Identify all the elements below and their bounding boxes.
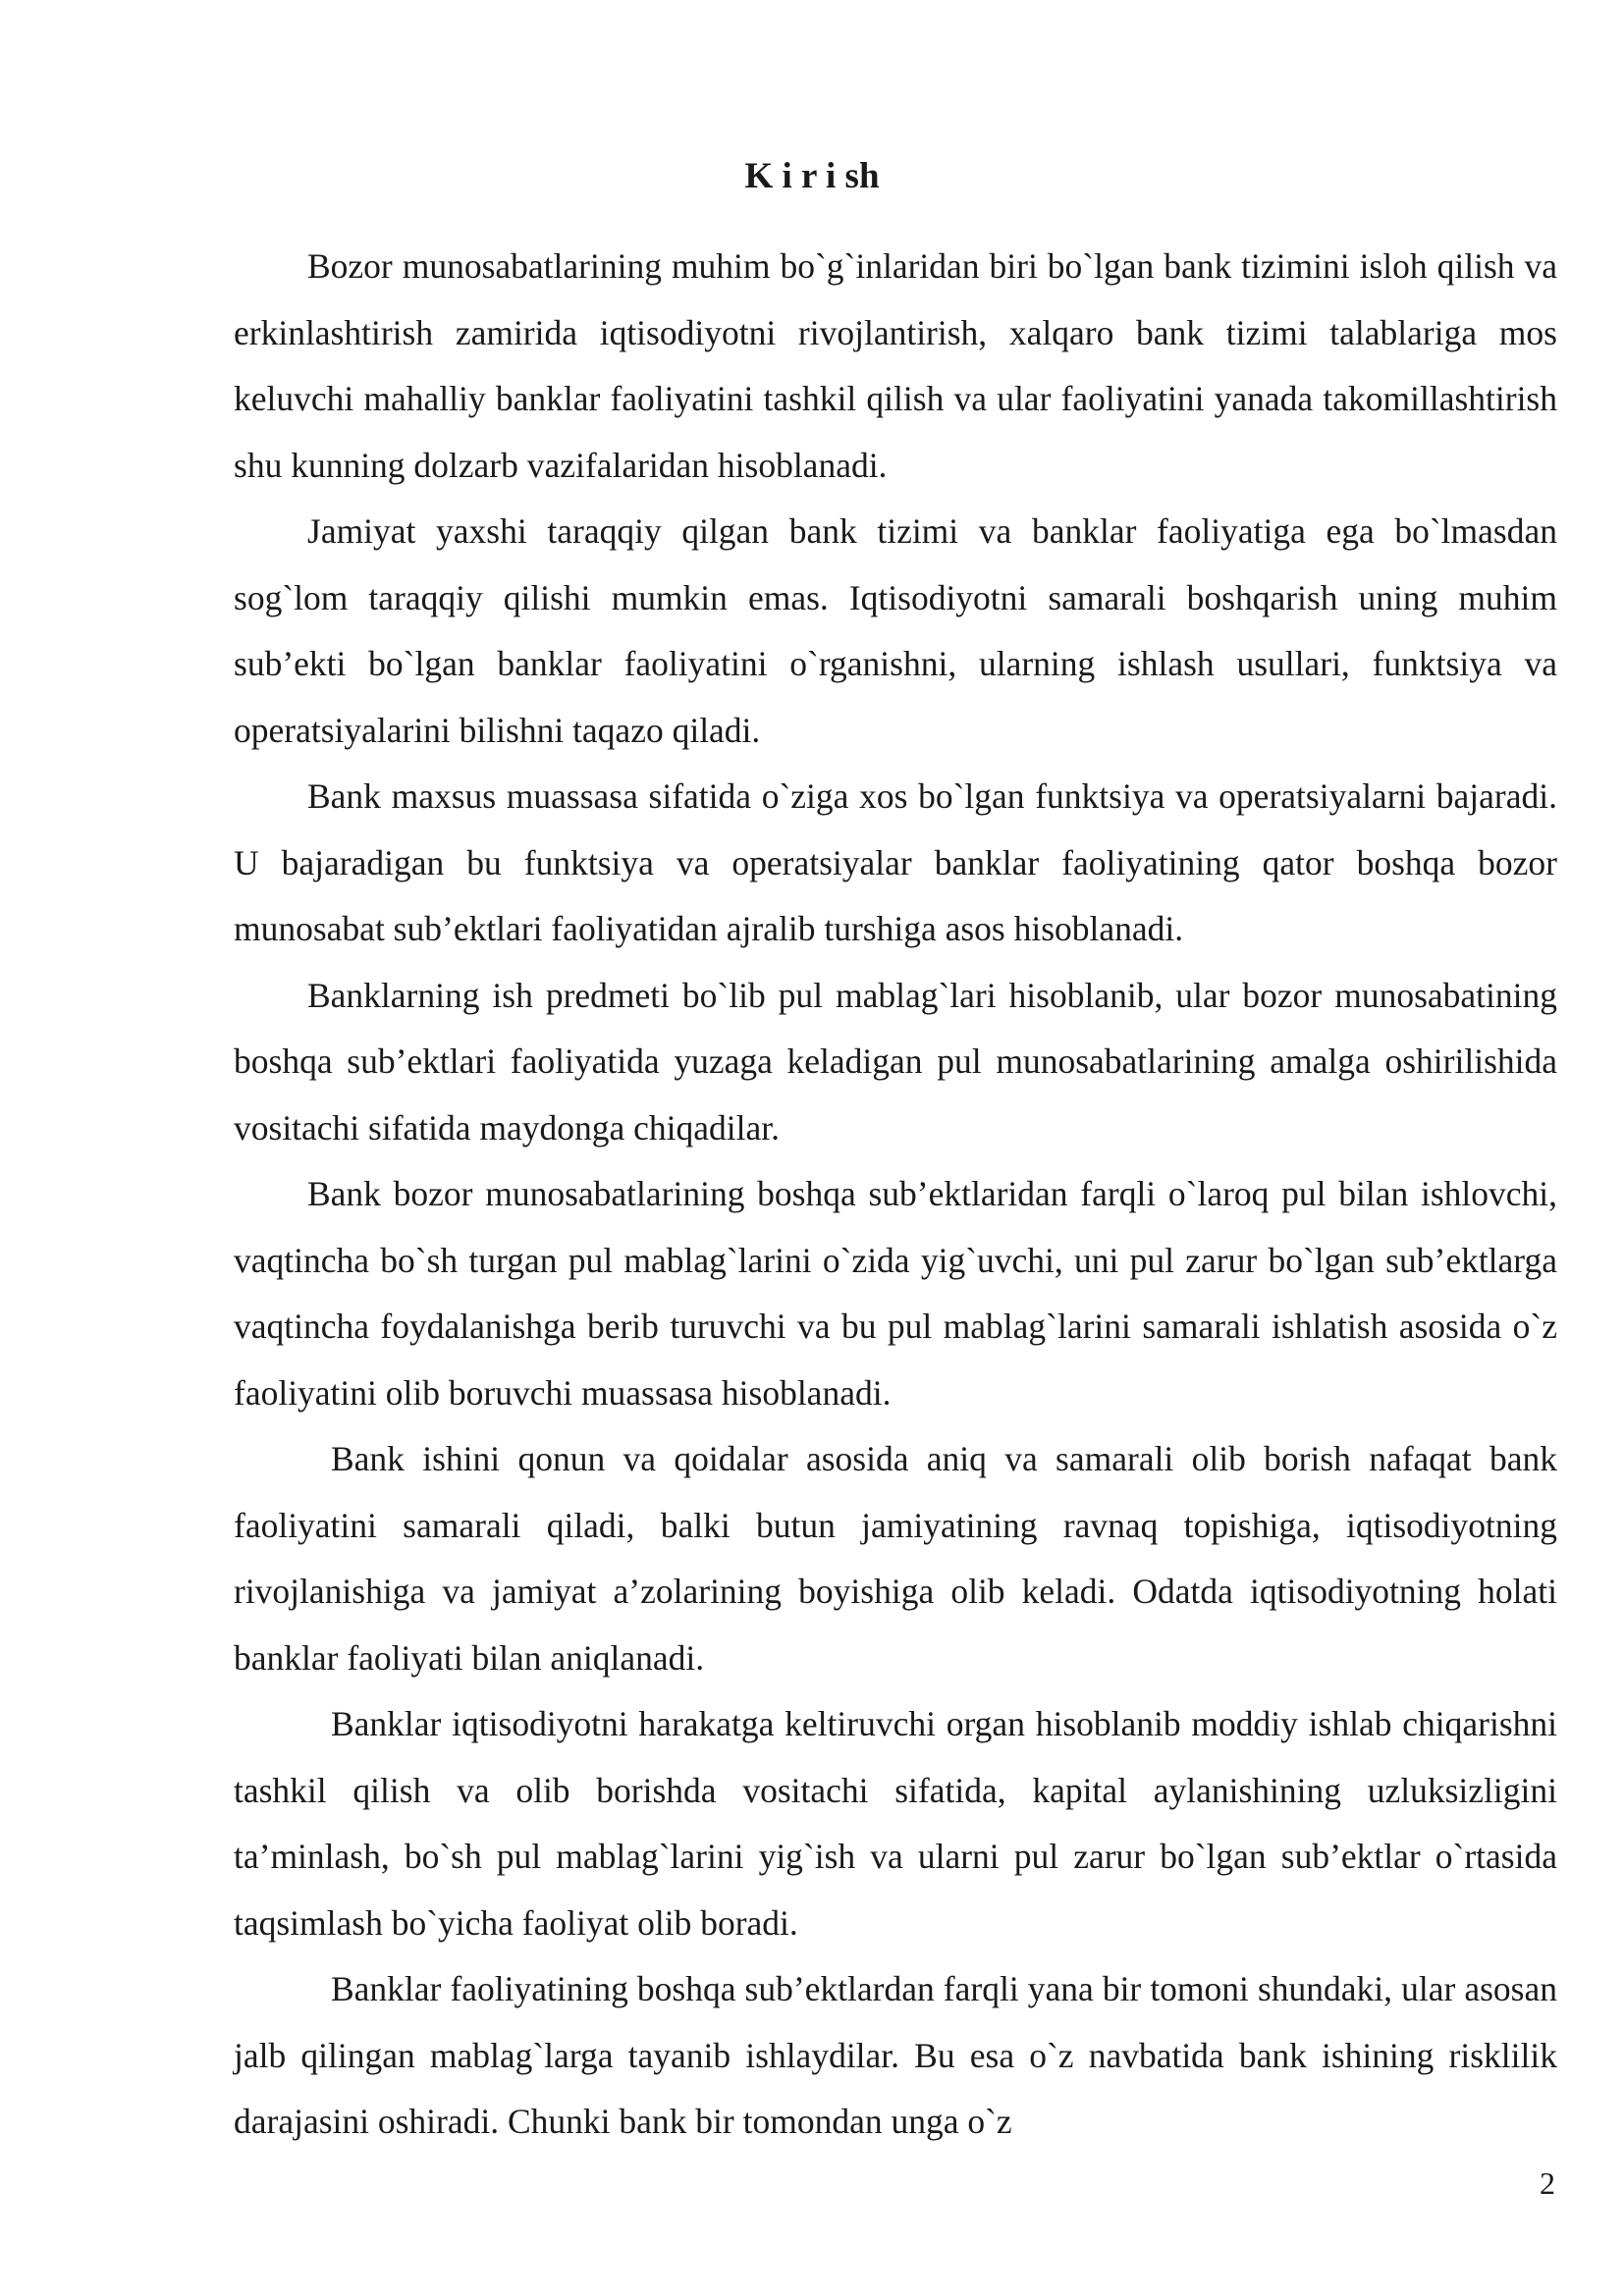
page-title: K i r i sh (744, 156, 880, 196)
paragraph: Jamiyat yaxshi taraqqiy qilgan bank tizimi va banklar faoliyatiga ega bo`lmasdan sog`lom taraqqiy qilishi mumkin emas. Iqtisodiyotni samarali boshqarish uning muhim sub’ekti bo`lgan banklar faoliyatini o`rganishni, ularning ishlash usullari, funktsiya va operatsiyalarini bilishni taqazo qiladi. (234, 511, 1557, 750)
paragraph: Bank ishini qonun va qoidalar asosida aniq va samarali olib borish nafaqat bank faoliyatini samarali qiladi, balki butun jamiyatining ravnaq topishiga, iqtisodiyotning rivojlanishiga va jamiyat a’zolarining boyishiga olib keladi. Odatda iqtisodiyotning holati banklar faoliyati bilan aniqlanadi. (234, 1439, 1557, 1678)
paragraph: Bozor munosabatlarining muhim bo`g`inlaridan biri bo`lgan bank tizimini isloh qilish va erkinlashtirish zamirida iqtisodiyotni rivojlantirish, xalqaro bank tizimi talablariga mos keluvchi mahalliy banklar faoliyatini tashkil qilish va ular faoliyatini yanada takomillashtirish shu kunning dolzarb vazifalaridan hisoblanadi. (234, 246, 1557, 485)
paragraph: Bank bozor munosabatlarining boshqa sub’ektlaridan farqli o`laroq pul bilan ishlovchi, vaqtincha bo`sh turgan pul mablag`larini o`zida yig`uvchi, uni pul zarur bo`lgan sub’ektlarga vaqtincha foydalanishga berib turuvchi va bu pul mablag`larini samarali ishlatish asosida o`z faoliyatini olib boruvchi muassasa hisoblanadi. (234, 1174, 1557, 1413)
paragraph: Banklarning ish predmeti bo`lib pul mablag`lari hisoblanib, ular bozor munosabatining boshqa sub’ektlari faoliyatida yuzaga keladigan pul munosabatlarining amalga oshirilishida vositachi sifatida maydonga chiqadilar. (234, 975, 1557, 1148)
paragraph: Banklar faoliyatining boshqa sub’ektlardan farqli yana bir tomoni shundaki, ular asosan jalb qilingan mablag`larga tayanib ishlaydilar. Bu esa o`z navbatida bank ishining risklilik darajasini oshiradi. Chunki bank bir tomondan unga o`z (234, 1969, 1557, 2141)
document-body (234, 234, 1557, 2156)
paragraph: Banklar iqtisodiyotni harakatga keltiruvchi organ hisoblanib moddiy ishlab chiqarishni tashkil qilish va olib borishda vositachi sifatida, kapital aylanishining uzluksizligini ta’minlash, bo`sh pul mablag`larini yig`ish va ularni pul zarur bo`lgan sub’ektlar o`rtasida taqsimlash bo`yicha faoliyat olib boradi. (234, 1704, 1557, 1943)
page-number: 2 (1540, 2165, 1555, 2201)
paragraph: Bank maxsus muassasa sifatida o`ziga xos bo`lgan funktsiya va operatsiyalarni bajaradi. U bajaradigan bu funktsiya va operatsiyalar banklar faoliyatining qator boshqa bozor munosabat sub’ektlari faoliyatidan ajralib turshiga asos hisoblanadi. (234, 776, 1557, 948)
